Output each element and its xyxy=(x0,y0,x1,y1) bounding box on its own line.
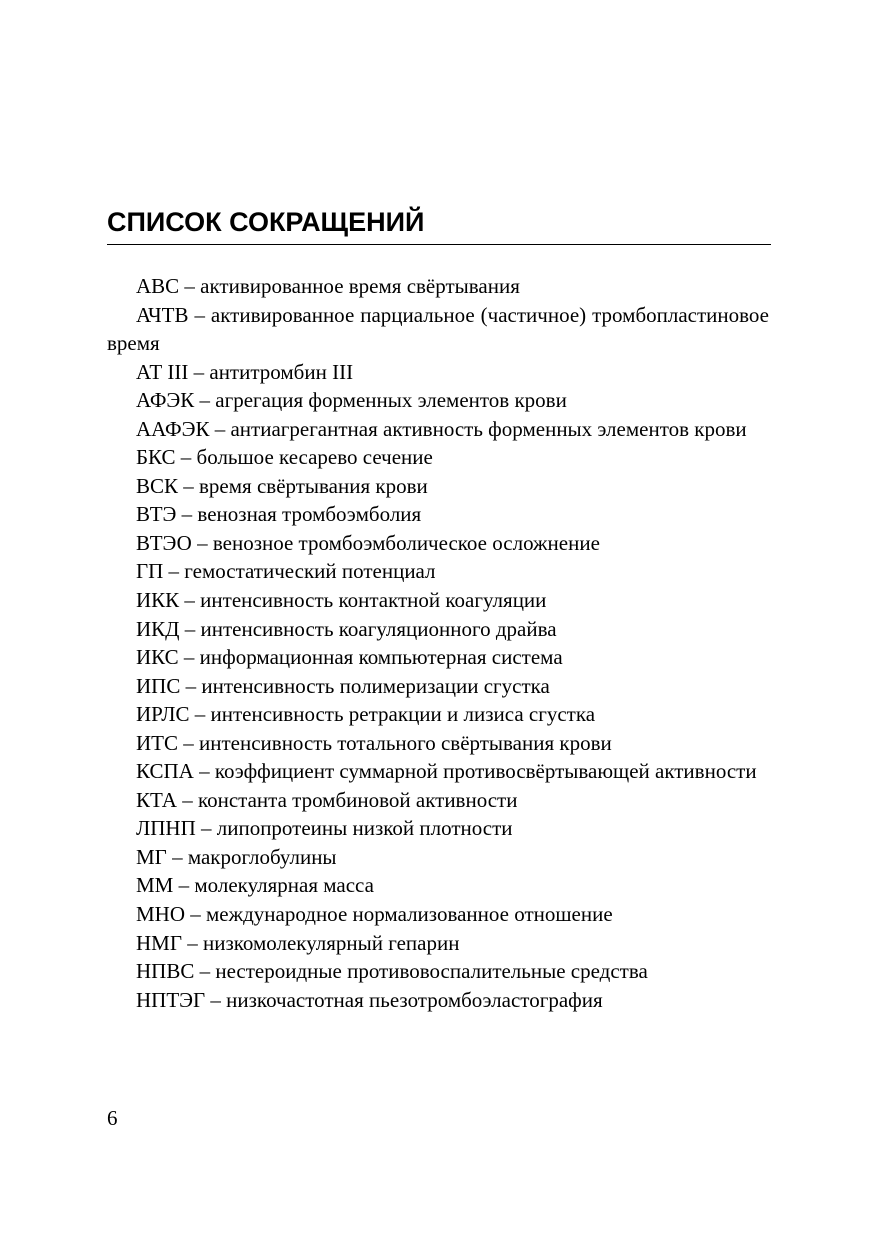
abbreviation-entry-at-iii: АТ III – антитромбин III xyxy=(136,359,354,384)
abbreviation-entry-ikd: ИКД – интенсивность коагуляционного драйва xyxy=(136,616,557,641)
abbreviation-entry-npvs: НПВС – нестероидные противовоспалительные средства xyxy=(136,959,648,984)
abbreviation-entry-mno: МНО – международное нормализованное отношение xyxy=(136,902,613,927)
abbreviation-entry-vteo: ВТЭО – венозное тромбоэмболическое осложнение xyxy=(136,530,600,555)
abbreviation-entry-mg: МГ – макроглобулины xyxy=(136,844,337,869)
abbreviation-entry-mm: ММ – молекулярная масса xyxy=(136,873,374,898)
abbreviation-entry-abs: АВС – активированное время свёртывания xyxy=(136,274,520,298)
abbreviation-entry-gp: ГП – гемостатический потенциал xyxy=(136,559,436,584)
abbreviation-entry-irls: ИРЛС – интенсивность ретракции и лизиса сгустка xyxy=(136,702,596,727)
abbreviation-entry-vte: ВТЭ – венозная тромбоэмболия xyxy=(136,502,422,527)
abbreviation-entry-aafek: ААФЭК – антиагрегантная активность форменных элементов крови xyxy=(136,416,747,441)
page-title: СПИСОК СОКРАЩЕНИЙ xyxy=(107,207,425,237)
abbreviation-entry-iks: ИКС – информационная компьютерная система xyxy=(136,645,563,670)
abbreviation-entry-npteg: НПТЭГ – низкочастотная пьезотромбоэластография xyxy=(136,987,603,1012)
abbreviation-entry-its: ИТС – интенсивность тотального свёртывания крови xyxy=(136,730,612,755)
abbreviation-entry-ips: ИПС – интенсивность полимеризации сгустка xyxy=(136,673,550,698)
abbreviation-entry-ikk: ИКК – интенсивность контактной коагуляции xyxy=(136,588,547,613)
abbreviation-list xyxy=(107,272,769,1014)
title-underline xyxy=(107,244,771,245)
abbreviation-entry-kta: КТА – константа тромбиновой активности xyxy=(136,787,518,812)
abbreviation-entry-afek: АФЭК – агрегация форменных элементов крови xyxy=(136,388,567,413)
abbreviation-entry-lpnp: ЛПНП – липопротеины низкой плотности xyxy=(136,816,513,841)
abbreviation-entry-vsk: ВСК – время свёртывания крови xyxy=(136,473,428,498)
abbreviation-entry-bks: БКС – большое кесарево сечение xyxy=(136,445,433,470)
page-number: 6 xyxy=(107,1106,118,1130)
abbreviation-entry-kspa: КСПА – коэффициент суммарной противосвёртывающей активности xyxy=(136,759,757,784)
abbreviation-entry-achtv: АЧТВ – активированное парциальное (частичное) тромбопластиновое время xyxy=(107,302,769,356)
abbreviation-entry-nmg: НМГ – низкомолекулярный гепарин xyxy=(136,930,460,955)
